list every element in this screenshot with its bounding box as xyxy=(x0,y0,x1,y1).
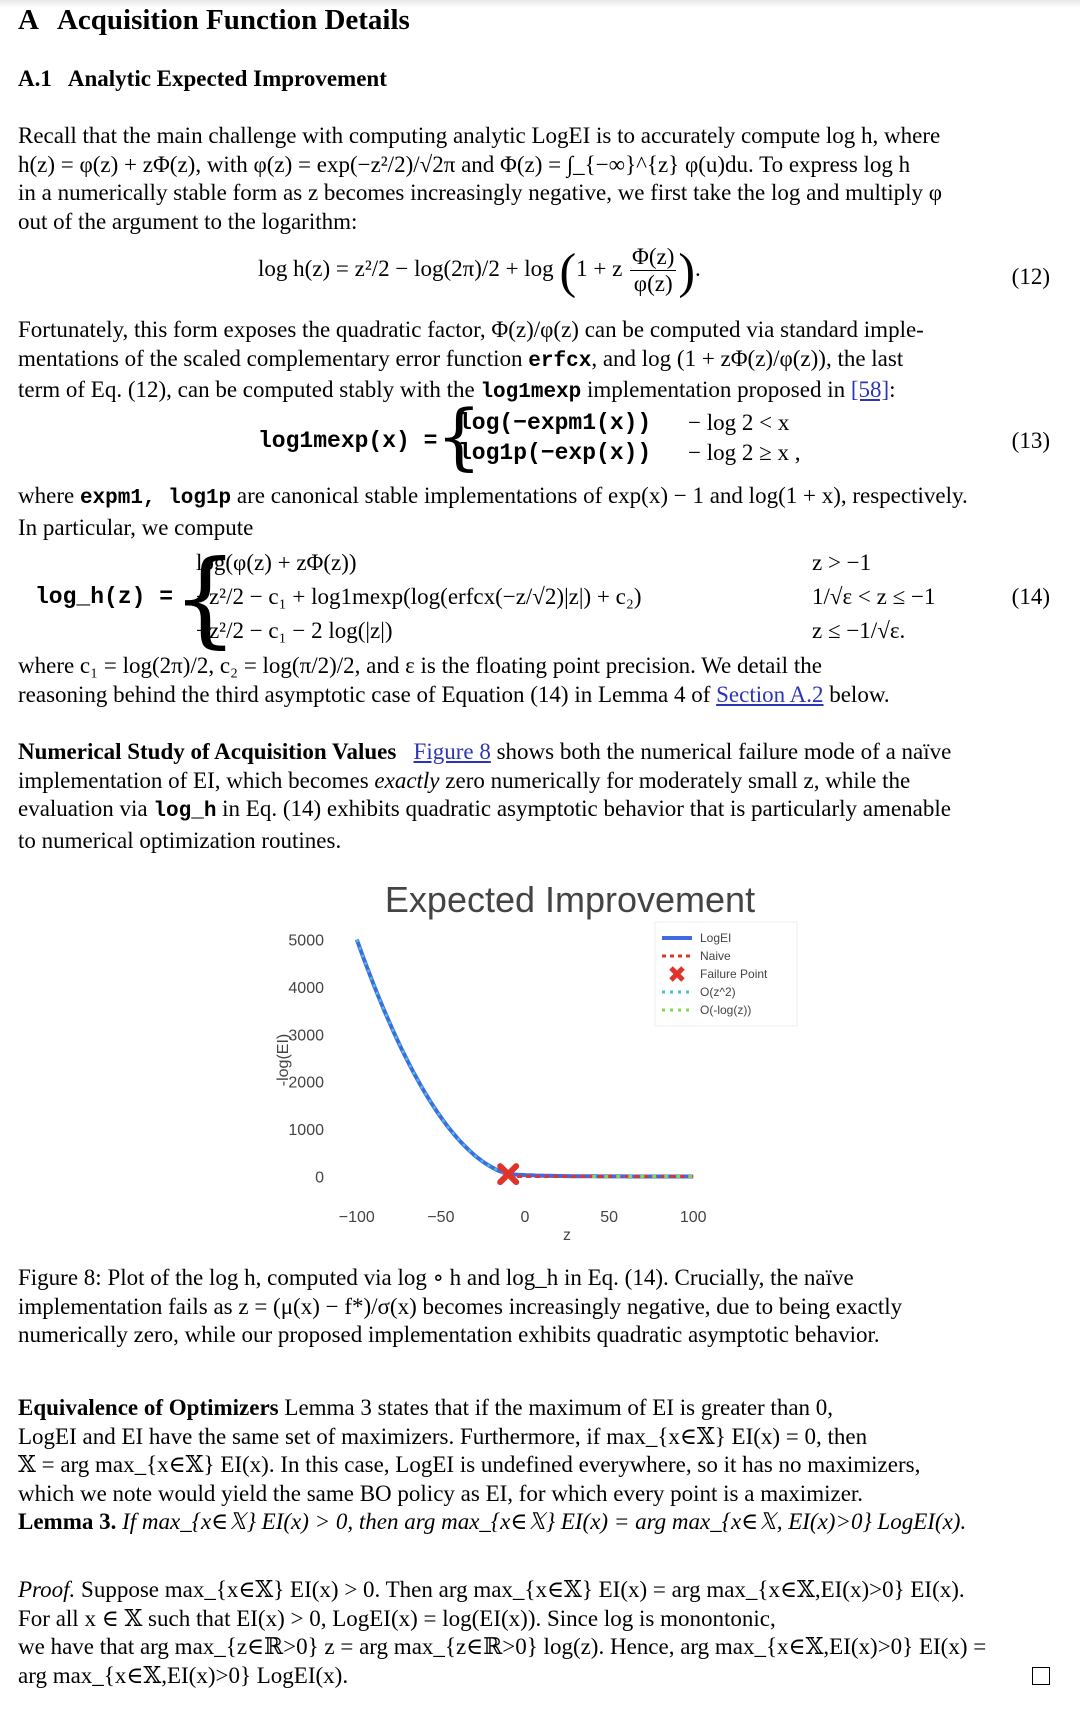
para2-line-2 xyxy=(18,345,1050,377)
eq12-inner: 1 + z xyxy=(576,255,623,281)
chart-title: Expected Improvement xyxy=(384,879,756,920)
para3-text: are canonical stable implementations of exp(x) − 1 and log(1 + x), respectively. xyxy=(231,483,968,508)
y-tick-label: 4000 xyxy=(288,979,324,997)
proof-line-4 xyxy=(18,1662,1050,1691)
x-tick-label: 0 xyxy=(520,1209,530,1226)
caption-line-2: implementation fails as z = (μ(x) − f*)/σ(x) becomes increasingly negative, due to being exactly xyxy=(18,1293,903,1319)
para3-line-1 xyxy=(18,482,1050,514)
equation-12: log h(z) = z²/2 − log(2π)/2 + log (1 + z $\frac{\Phi(z)}{\varphi(z)}$ ). xyxy=(258,242,701,299)
numerical-line-3 xyxy=(18,795,1050,827)
eq12-tail: . xyxy=(695,255,701,281)
paragraph-3 xyxy=(18,482,1050,542)
proof-label: Proof. xyxy=(18,1577,76,1602)
lemma-text: If max_{x∈𝕏} EI(x) > 0, then arg max_{x∈𝕏} EI(x) = arg max_{x∈𝕏, EI(x)>0} LogEI(x). xyxy=(116,1509,967,1534)
eq12-denominator: φ(z) xyxy=(633,271,673,296)
legend-label: O(-log(z)) xyxy=(700,1003,752,1017)
para4-line-1: where c₁ = log(2π)/2, c₂ = log(π/2)/2, and ε is the floating point precision. We detail the xyxy=(18,653,822,678)
proof-line-1 xyxy=(18,1576,1050,1605)
eq12-label: (12) xyxy=(1011,264,1050,289)
legend-label: LogEI xyxy=(700,931,732,945)
code-erfcx: erfcx xyxy=(528,349,592,373)
legend-label: O(z^2) xyxy=(700,985,736,999)
equivalence-paragraph xyxy=(18,1394,1050,1537)
numerical-text: shows both the numerical failure mode of a naïve xyxy=(490,739,952,764)
proof-line-2: For all x ∈ 𝕏 such that EI(x) > 0, LogEI(x) = log(EI(x)). Since log is monontonic, xyxy=(18,1605,776,1631)
caption-line-3: numerically zero, while our proposed implementation exhibits quadratic asymptotic behavior. xyxy=(18,1322,880,1347)
para4-text: reasoning behind the third asymptotic case of Equation (14) in Lemma 4 of xyxy=(18,681,717,707)
eq13-label: (13) xyxy=(1011,428,1050,453)
equiv-line-1 xyxy=(18,1394,1050,1423)
x-tick-label: 100 xyxy=(679,1209,707,1226)
proof-paragraph xyxy=(18,1576,1050,1690)
eq14-cond-2: 1/√ε < z ≤ −1 xyxy=(812,584,936,609)
code-log-h: log_h xyxy=(153,800,217,823)
para3-line-2: In particular, we compute xyxy=(18,514,254,540)
para2-text: , and log (1 + zΦ(z)/φ(z)), the last xyxy=(591,345,904,371)
x-tick-label: −50 xyxy=(427,1209,455,1226)
lemma-3 xyxy=(18,1508,1050,1537)
equiv-text: Lemma 3 states that if the maximum of EI is greater than 0, xyxy=(278,1395,834,1420)
x-tick-label: −100 xyxy=(338,1209,375,1226)
figure-8-link[interactable]: Figure 8 xyxy=(413,739,491,764)
para4-text: below. xyxy=(823,681,890,707)
figure-8-caption xyxy=(18,1264,1050,1350)
para2-text: : xyxy=(889,377,896,402)
numerical-study-paragraph xyxy=(18,738,1050,855)
eq14-case-3: −z²/2 − c₁ − 2 log(|z|) xyxy=(196,618,393,643)
y-tick-label: 0 xyxy=(315,1169,324,1187)
citation-58-link[interactable]: [58] xyxy=(850,377,890,402)
equiv-line-3: 𝕏 = arg max_{x∈𝕏} EI(x). In this case, LogEI is undefined everywhere, so it has no maximizers, xyxy=(18,1452,921,1477)
equiv-heading: Equivalence of Optimizers xyxy=(18,1395,279,1420)
chart-xlabel: z xyxy=(563,1227,571,1244)
equiv-line-2: LogEI and EI have the same set of maximizers. Furthermore, if max_{x∈𝕏} EI(x) = 0, then xyxy=(18,1423,868,1449)
section-number: A xyxy=(18,4,39,36)
subsection-heading xyxy=(18,66,387,92)
emph-exactly: exactly xyxy=(374,767,440,793)
x-tick-label: 50 xyxy=(600,1209,618,1226)
eq14-cond-3: z ≤ −1/√ε. xyxy=(812,618,906,643)
chart-ylabel: -log(EI) xyxy=(275,1033,292,1087)
section-a2-link[interactable]: Section A.2 xyxy=(716,681,824,707)
eq12-numerator: Φ(z) xyxy=(632,244,675,269)
eq12-fraction xyxy=(630,244,676,297)
eq14-case-1: log(φ(z) + zΦ(z)) xyxy=(196,550,357,575)
paragraph-2 xyxy=(18,316,1050,408)
code-log1mexp: log1mexp xyxy=(480,381,582,404)
para2-text: term of Eq. (12), can be computed stably with the xyxy=(18,377,481,402)
intro-line-4: out of the argument to the logarithm: xyxy=(18,208,358,234)
eq13-cond-1: − log 2 < x xyxy=(688,410,790,435)
oz2-line xyxy=(357,940,508,1175)
proof-line-3: we have that arg max_{z∈ℝ>0} z = arg max_{z∈ℝ>0} log(z). Hence, arg max_{x∈𝕏,EI(x)>0} EI(x) = xyxy=(18,1634,987,1659)
code-expm1-log1p: expm1, log1p xyxy=(79,487,232,510)
figure-8-chart xyxy=(270,870,810,1260)
subsection-title: Analytic Expected Improvement xyxy=(67,66,387,91)
eq13-cond-2: − log 2 ≥ x , xyxy=(688,440,801,465)
lemma-label: Lemma 3. xyxy=(18,1509,117,1534)
qed-square-icon xyxy=(1032,1667,1050,1685)
y-tick-label: 1000 xyxy=(288,1122,324,1140)
chart-legend xyxy=(655,922,797,1026)
eq13-brace: { xyxy=(436,394,482,478)
caption-line-1: Figure 8: Plot of the log h, computed via log ∘ h and log_h in Eq. (14). Crucially, the naïve xyxy=(18,1265,854,1290)
eq14-case-2: −z²/2 − c₁ + log1mexp(log(erfcx(−z/√2)|z|) + c₂) xyxy=(196,584,642,609)
eq12-lhs: log h(z) = z²/2 − log(2π)/2 + log xyxy=(258,255,554,281)
eq14-cond-1: z > −1 xyxy=(812,550,872,575)
intro-line-1: Recall that the main challenge with computing analytic LogEI is to accurately compute log h, where xyxy=(18,123,941,148)
equiv-line-4: which we note would yield the same BO policy as EI, for which every point is a maximizer. xyxy=(18,1480,864,1506)
numerical-line-4: to numerical optimization routines. xyxy=(18,827,342,853)
para2-line-1: Fortunately, this form exposes the quadratic factor, Φ(z)/φ(z) can be computed via standard imple- xyxy=(18,317,924,342)
numerical-line-2 xyxy=(18,767,1050,796)
numerical-line-1 xyxy=(18,738,1050,767)
para2-text: mentations of the scaled complementary error function xyxy=(18,345,529,371)
intro-line-3: in a numerically stable form as z becomes increasingly negative, we first take the log and multiply φ xyxy=(18,180,943,205)
proof-text: arg max_{x∈𝕏,EI(x)>0} LogEI(x). xyxy=(18,1662,349,1688)
subsection-number: A.1 xyxy=(18,66,52,91)
numerical-text: zero numerically for moderately small z, while the xyxy=(439,767,911,793)
y-tick-label: 5000 xyxy=(288,932,324,950)
eq14-lhs: log_h(z) = xyxy=(35,584,174,610)
chart-svg xyxy=(270,870,810,1260)
intro-paragraph xyxy=(18,122,1050,236)
section-title: Acquisition Function Details xyxy=(56,4,410,36)
proof-text: Suppose max_{x∈𝕏} EI(x) > 0. Then arg max_{x∈𝕏} EI(x) = arg max_{x∈𝕏,EI(x)>0} EI(x). xyxy=(75,1577,965,1602)
numerical-text: in Eq. (14) exhibits quadratic asymptotic behavior that is particularly amenable xyxy=(216,796,951,821)
y-tick-label: 3000 xyxy=(288,1027,324,1045)
numerical-text: implementation of EI, which becomes xyxy=(18,767,375,793)
eq13-case-1: log(−expm1(x)) xyxy=(458,410,652,436)
para2-line-3 xyxy=(18,376,1050,408)
eq13-case-2: log1p(−exp(x)) xyxy=(458,440,652,466)
numerical-heading: Numerical Study of Acquisition Values xyxy=(18,739,397,764)
paragraph-4 xyxy=(18,652,1050,709)
legend-label: Failure Point xyxy=(700,967,768,981)
intro-line-2: h(z) = φ(z) + zΦ(z), with φ(z) = exp(−z²/2)/√2π and Φ(z) = ∫_{−∞}^{z} φ(u)du. To express log h xyxy=(18,151,911,177)
para4-line-2 xyxy=(18,681,1050,710)
eq13-lhs: log1mexp(x) = xyxy=(258,428,438,454)
y-tick-label: 2000 xyxy=(288,1074,324,1092)
eq14-label: (14) xyxy=(1011,584,1050,609)
para2-text: implementation proposed in xyxy=(581,377,851,402)
numerical-text: evaluation via xyxy=(18,796,154,821)
legend-label: Naive xyxy=(700,949,731,963)
para3-text: where xyxy=(18,483,80,508)
eq14-brace: { xyxy=(172,537,239,659)
section-heading xyxy=(18,4,410,37)
